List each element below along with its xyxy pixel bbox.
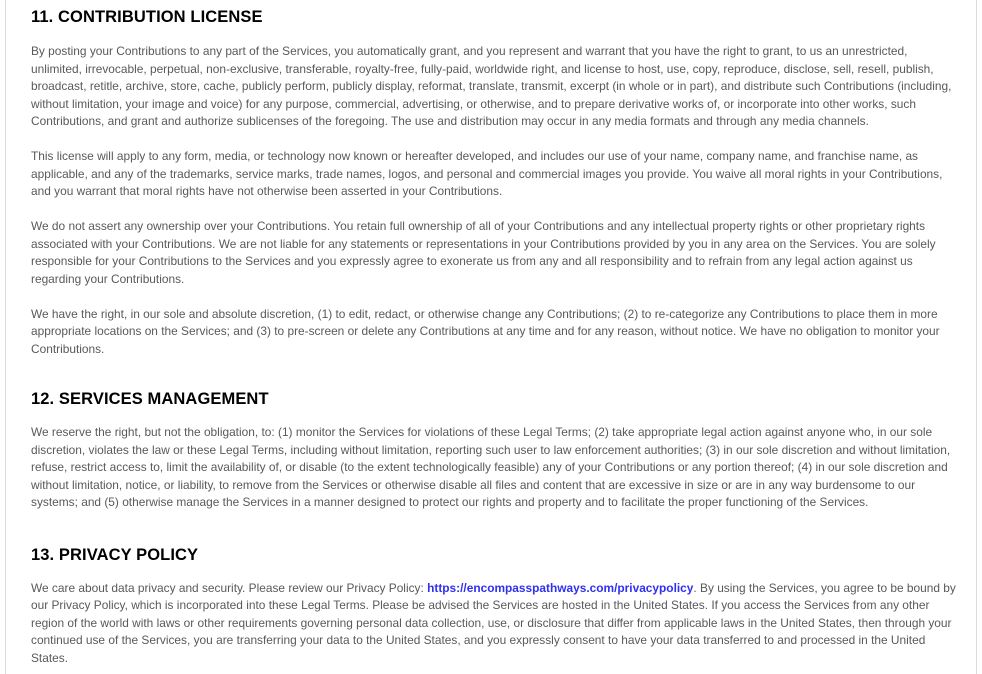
section-11-heading: 11. CONTRIBUTION LICENSE [31, 8, 263, 26]
section-11-paragraph-2: This license will apply to any form, media, or technology now known or hereafter developed, and includes our use of your name, company name, and franchise name, as applicable, and any of the trademarks, service marks, trade names, logos, and personal and commercial images you provide. You waive all moral rights in your Contributions, and you warrant that moral rights have not otherwise been asserted in your Contributions. [31, 149, 943, 198]
section-13-paragraph-1 [31, 580, 956, 668]
section-12-heading: 12. SERVICES MANAGEMENT [31, 390, 269, 408]
legal-terms-content [31, 0, 956, 667]
section-11-paragraph-3: We do not assert any ownership over your Contributions. You retain full ownership of all of your Contributions and any intellectual property rights or other proprietary rights associated with your Contributions. We are not liable for any statements or representations in your Contributions provided by you in any area on the Services. You are solely responsible for your Contributions to the Services and you expressly agree to exonerate us from any and all responsibility and to refrain from any legal action against us regarding your Contributions. [31, 219, 936, 286]
privacy-policy-link[interactable]: https://encompasspathways.com/privacypolicy [427, 580, 694, 595]
section-11-paragraph-4: We have the right, in our sole and absolute discretion, (1) to edit, redact, or otherwise change any Contributions; (2) to re-categorize any Contributions to place them in more appropriate locations on the Services; and (3) to pre-screen or delete any Contributions at any time and for any reason, without notice. We have no obligation to monitor your Contributions. [31, 306, 940, 356]
section-12-paragraph-1: We reserve the right, but not the obligation, to: (1) monitor the Services for violations of these Legal Terms; (2) take appropriate legal action against anyone who, in our sole discretion, violates the law or these Legal Terms, including without limitation, reporting such user to law enforcement authorities; (3) in our sole discretion and without limitation, refuse, restrict access to, limit the availability of, or disable (to the extent technologically feasible) any of your Contributions or any portion thereof; (4) in our sole discretion and without limitation, notice, or liability, to remove from the Services or otherwise disable all files and content that are excessive in size or are in any way burdensome to our systems; and (5) otherwise manage the Services in a manner designed to protect our rights and property and to facilitate the proper functioning of the Services. [31, 425, 951, 509]
privacy-text-after-link: . By using the Services, you agree to be bound by our Privacy Policy, which is incorporated into these Legal Terms. Please be advised the Services are hosted in the United States. If you access the Services from any other region of the world with laws or other requirements governing personal data collection, use, or disclosure that differ from applicable laws in the United States, then through your continued use of the Services, you are transferring your data to the United States, and you expressly consent to have your data transferred to and processed in the United States. [31, 580, 956, 665]
section-11-paragraph-1: By posting your Contributions to any part of the Services, you automatically grant, and you represent and warrant that you have the right to grant, to us an unrestricted, unlimited, irrevocable, perpetual, non-exclusive, transferable, royalty-free, fully-paid, worldwide right, and license to host, use, copy, reproduce, disclose, sell, resell, publish, broadcast, retitle, archive, store, cache, publicly perform, publicly display, reformat, translate, transmit, excerpt (in whole or in part), and distribute such Contributions (including, without limitation, your image and voice) for any purpose, commercial, advertising, or otherwise, and to prepare derivative works of, or incorporate into other works, such Contributions, and grant and authorize sublicenses of the foregoing. The use and distribution may occur in any media formats and through any media channels. [31, 44, 952, 128]
privacy-text-before-link: We care about data privacy and security. Please review our Privacy Policy: [31, 580, 428, 595]
section-13-heading: 13. PRIVACY POLICY [31, 545, 199, 564]
